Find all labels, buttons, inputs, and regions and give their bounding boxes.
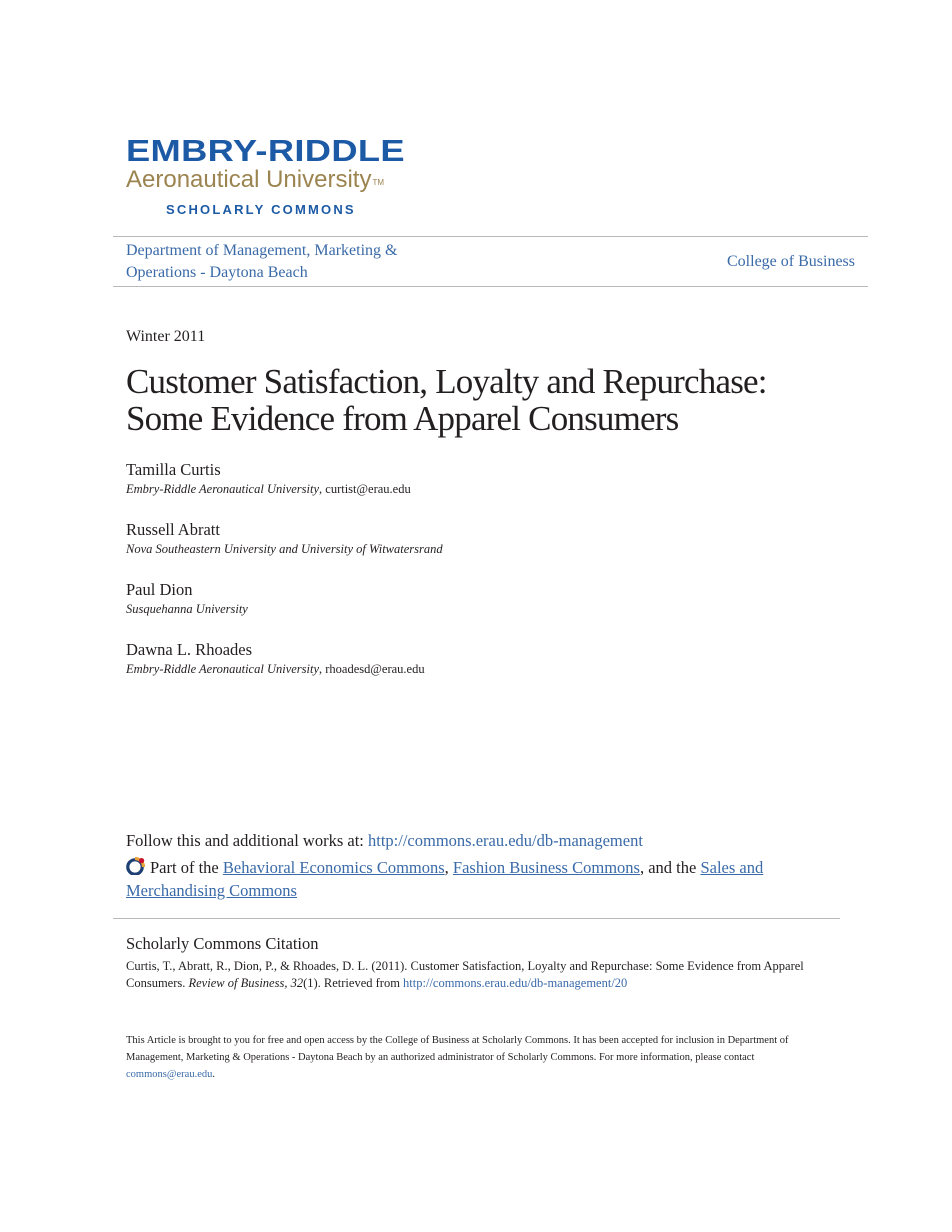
behavioral-economics-commons-link[interactable]: Behavioral Economics Commons [222,858,445,877]
affiliation-text: Embry-Riddle Aeronautical University [126,482,320,496]
follow-label: Follow this and additional works at: [126,831,368,850]
citation-link[interactable]: http://commons.erau.edu/db-management/20 [403,976,628,990]
college-link[interactable]: College of Business [727,253,855,270]
affiliation-text: Embry-Riddle Aeronautical University [126,662,320,676]
logo-scholarly-commons: SCHOLARLY COMMONS [166,202,356,217]
author-affiliation [126,600,826,618]
notice-text: This Article is brought to you for free and open access by the College of Business at Scholarly Commons. It has been accepted for inclusion in Department of Management, Marketing & Operations - Daytona Beach by an authorized administrator of Scholarly Commons. For more information, please contact [126,1035,789,1063]
part-of-separator: , [444,858,453,877]
sales-merchandising-commons-link[interactable]: Sales and Merchandising Commons [126,858,764,900]
logo-wordmark-aeronautical [126,166,384,194]
department-link[interactable]: Department of Management, Marketing & Operations - Daytona Beach [126,242,398,281]
collection-link[interactable]: http://commons.erau.edu/db-management [367,831,643,850]
author-name: Russell Abratt [126,520,220,539]
author-affiliation [126,540,826,558]
citation-heading: Scholarly Commons Citation [126,934,319,953]
logo-line2-text: Aeronautical University [126,166,372,193]
author-email: , rhoadesd@erau.edu [319,662,425,676]
access-notice [126,1032,832,1083]
author-block [126,580,826,618]
author-name: Tamilla Curtis [126,460,221,479]
citation-journal: Review of Business, 32 [188,976,304,990]
contact-email-link[interactable]: commons@erau.edu [126,1069,213,1080]
follow-line [126,831,643,851]
publication-date: Winter 2011 [126,328,206,345]
part-of-line [126,856,826,902]
part-of-prefix: Part of the [150,858,223,877]
author-block [126,520,826,558]
university-logo [126,133,466,220]
logo-wordmark-embry-riddle: EMBRY-RIDDLE [126,133,405,168]
author-email: , curtist@erau.edu [319,482,411,496]
affiliation-text: Susquehanna University [126,602,248,616]
author-block [126,640,826,678]
notice-end: . [212,1069,215,1080]
divider [113,918,840,919]
affiliation-text: Nova Southeastern University and University of Witwatersrand [126,542,443,556]
citation-text [126,958,816,992]
logo-trademark: TM [372,178,384,187]
author-affiliation [126,480,826,498]
part-of-separator: , and the [639,858,701,877]
department-bar [113,236,868,287]
author-block [126,460,826,498]
author-affiliation [126,660,826,678]
commons-network-icon [126,857,146,875]
citation-part-a: Curtis, T., Abratt, R., Dion, P., & Rhoades, D. L. (2011). Customer Satisfaction, Loyalty and Repurchase: Some Evidence from Apparel Consumers. [126,959,804,990]
fashion-business-commons-link[interactable]: Fashion Business Commons [452,858,640,877]
article-title: Customer Satisfaction, Loyalty and Repurchase: Some Evidence from Apparel Consumers [126,362,767,438]
citation-part-b: (1). Retrieved from [303,976,404,990]
author-name: Paul Dion [126,580,193,599]
author-name: Dawna L. Rhoades [126,640,253,659]
